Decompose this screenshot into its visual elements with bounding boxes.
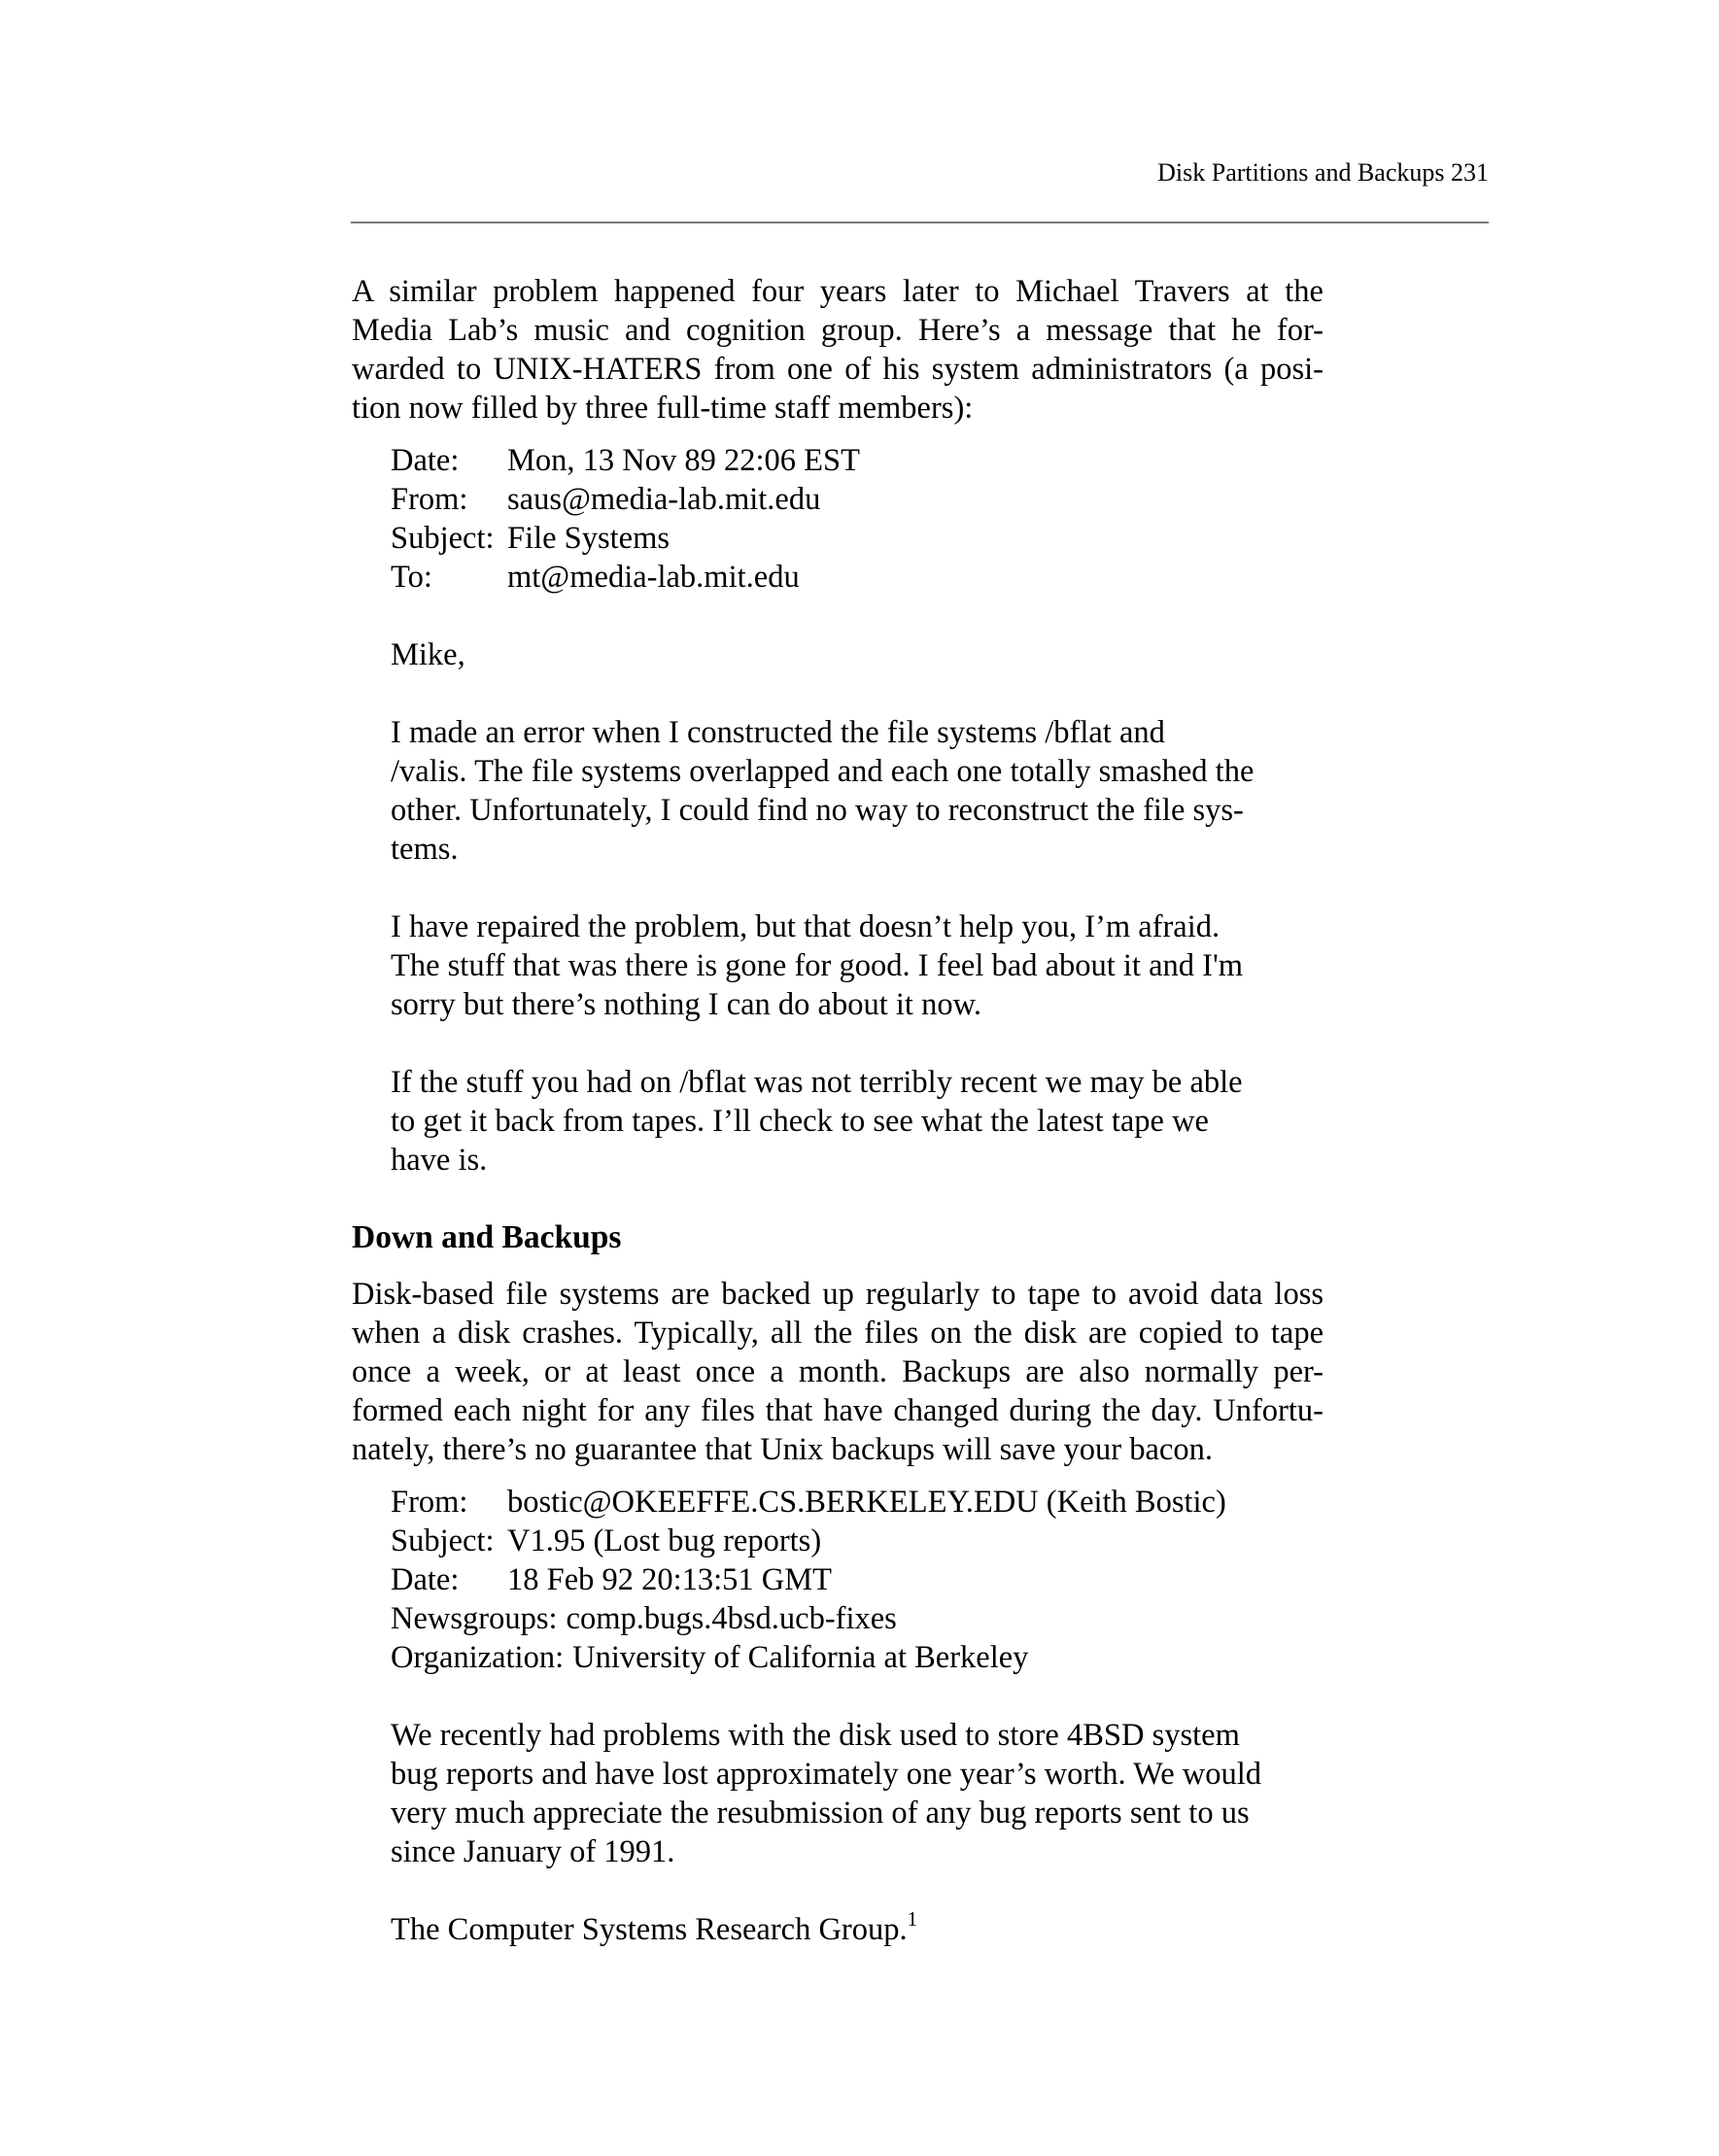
text-line: once a week, or at least once a month. Backups are also normally per- (352, 1354, 1324, 1389)
text-line: The stuff that was there is gone for good. I feel bad about it and I'm (391, 948, 1244, 983)
text-line: bug reports and have lost approximately one year’s worth. We would (391, 1757, 1262, 1792)
running-head: Disk Partitions and Backups 231 (1157, 158, 1489, 187)
email-salutation: Mike, (391, 637, 465, 672)
header-value: 18 Feb 92 20:13:51 GMT (507, 1562, 833, 1597)
text-line: have is. (391, 1143, 488, 1178)
text-line: when a disk crashes. Typically, all the files on the disk are copied to tape (352, 1316, 1324, 1351)
page-content (352, 272, 1324, 1949)
email-header-subject (391, 519, 1324, 558)
email-body-paragraph (391, 1716, 1324, 1871)
email-header-organization (391, 1638, 1324, 1677)
email-signature (391, 1907, 1324, 1949)
header-key: To: (391, 560, 432, 595)
spacer (391, 1871, 1324, 1910)
spacer (391, 674, 1324, 713)
text-line: warded to UNIX-HATERS from one of his system administrators (a posi- (352, 352, 1324, 387)
text-line: tems. (391, 832, 459, 867)
email-header-subject (391, 1522, 1324, 1560)
email-message-1 (391, 441, 1324, 1180)
header-value: bostic@OKEEFFE.CS.BERKELEY.EDU (Keith Bostic) (507, 1485, 1226, 1520)
text-line: /valis. The file systems overlapped and each one totally smashed the (391, 754, 1255, 789)
email-header-date (391, 1560, 1324, 1599)
email-header-from (391, 1483, 1324, 1522)
spacer (391, 869, 1324, 907)
email-header-newsgroups (391, 1599, 1324, 1638)
text-line: sorry but there’s nothing I can do about it now. (391, 987, 982, 1022)
email-body-paragraph (391, 713, 1324, 869)
text-line: I have repaired the problem, but that doesn’t help you, I’m afraid. (391, 909, 1220, 944)
header-key: Date: (391, 1562, 460, 1597)
text-line: to get it back from tapes. I’ll check to see what the latest tape we (391, 1104, 1209, 1139)
header-key: Date: (391, 443, 460, 478)
section-paragraph (352, 1275, 1324, 1469)
header-key: From: (391, 1485, 468, 1520)
footnote-marker[interactable]: 1 (907, 1907, 918, 1931)
email-header-date (391, 441, 1324, 480)
spacer (391, 1024, 1324, 1063)
header-value: saus@media-lab.mit.edu (507, 482, 821, 517)
header-value: comp.bugs.4bsd.ucb-fixes (566, 1601, 897, 1636)
spacer (391, 597, 1324, 635)
text-line: since January of 1991. (391, 1834, 675, 1869)
text-line: Media Lab’s music and cognition group. Here’s a message that he for- (352, 313, 1324, 348)
header-key: Subject: (391, 521, 495, 556)
header-value: V1.95 (Lost bug reports) (507, 1523, 822, 1558)
text-line: We recently had problems with the disk used to store 4BSD system (391, 1718, 1240, 1753)
header-value: University of California at Berkeley (572, 1640, 1029, 1675)
section-heading: Down and Backups (352, 1219, 622, 1255)
spacer (391, 1677, 1324, 1716)
text-line: If the stuff you had on /bflat was not terribly recent we may be able (391, 1065, 1243, 1100)
text-line: nately, there’s no guarantee that Unix backups will save your bacon. (352, 1432, 1213, 1467)
text-line: A similar problem happened four years later to Michael Travers at the (352, 274, 1324, 309)
header-value: Mon, 13 Nov 89 22:06 EST (507, 443, 860, 478)
text-line: Disk-based file systems are backed up regularly to tape to avoid data loss (352, 1277, 1324, 1312)
text-line: formed each night for any files that have changed during the day. Unfortu- (352, 1393, 1324, 1428)
intro-paragraph (352, 272, 1324, 428)
email-body-paragraph (391, 907, 1324, 1024)
email-header-from (391, 480, 1324, 519)
email-header-to (391, 558, 1324, 597)
header-value: mt@media-lab.mit.edu (507, 560, 800, 595)
header-rule (351, 222, 1489, 223)
text-line: I made an error when I constructed the file systems /bflat and (391, 715, 1165, 750)
header-key: From: (391, 482, 468, 517)
text-line: very much appreciate the resubmission of any bug reports sent to us (391, 1796, 1250, 1831)
signature-text: The Computer Systems Research Group. (391, 1912, 908, 1947)
header-key: Newsgroups: (391, 1601, 558, 1636)
text-line: tion now filled by three full-time staff members): (352, 391, 974, 426)
header-key: Organization: (391, 1640, 565, 1675)
header-key: Subject: (391, 1523, 495, 1558)
email-body-paragraph (391, 1063, 1324, 1180)
text-line: other. Unfortunately, I could find no way to reconstruct the file sys- (391, 793, 1244, 828)
header-value: File Systems (507, 521, 670, 556)
email-message-2 (391, 1483, 1324, 1949)
